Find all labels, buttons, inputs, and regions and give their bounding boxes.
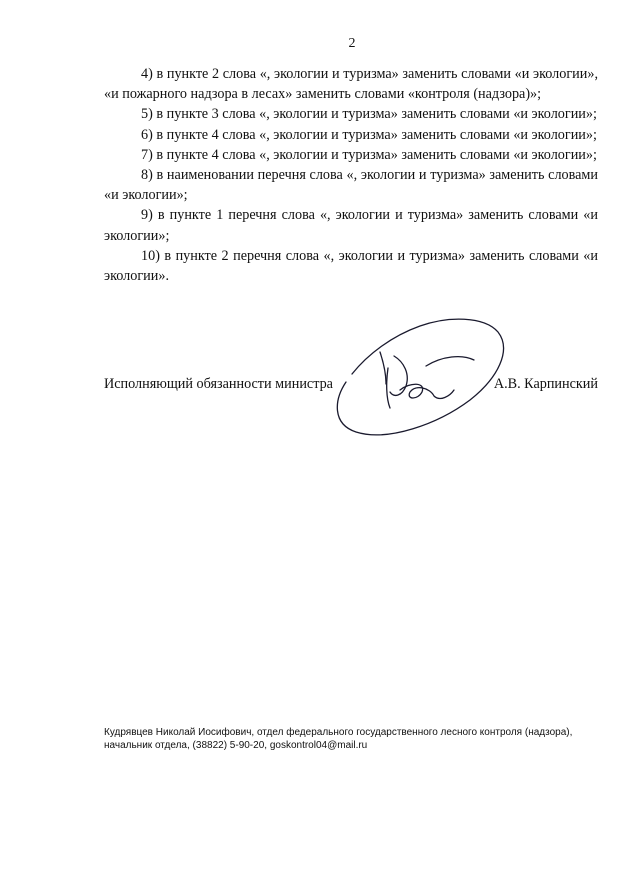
signer-title: Исполняющий обязанности министра — [104, 376, 333, 392]
paragraph-item-6: 6) в пункте 4 слова «, экологии и туризма» заменить словами «и экологии»; — [141, 126, 597, 143]
handwritten-signature — [330, 312, 520, 444]
signer-name: А.В. Карпинский — [493, 376, 598, 392]
executor-note — [104, 726, 584, 752]
paragraph-item-8: 8) в наименовании перечня слова «, экологии и туризма» заменить словами «и экологии»; — [104, 167, 598, 204]
paragraph-item-9: 9) в пункте 1 перечня слова «, экологии и туризма» заменить словами «и экологии»; — [104, 207, 598, 244]
page-number: 2 — [348, 36, 356, 51]
paragraph-item-7: 7) в пункте 4 слова «, экологии и туризма» заменить словами «и экологии»; — [141, 146, 597, 163]
executor-line-1: Кудрявцев Николай Иосифович, отдел федерального государственного лесного контроля (надзора), — [104, 727, 573, 738]
document-body — [104, 64, 598, 286]
paragraph-item-4: 4) в пункте 2 слова «, экологии и туризма» заменить словами «и экологии», «и пожарного надзора в лесах» заменить словами «контроля (надзора)»; — [104, 66, 598, 103]
paragraph-item-5: 5) в пункте 3 слова «, экологии и туризма» заменить словами «и экологии»; — [141, 106, 597, 123]
paragraph-item-10: 10) в пункте 2 перечня слова «, экологии и туризма» заменить словами «и экологии». — [104, 247, 598, 285]
executor-line-2: начальник отдела, (38822) 5-90-20, goskontrol04@mail.ru — [104, 740, 368, 751]
